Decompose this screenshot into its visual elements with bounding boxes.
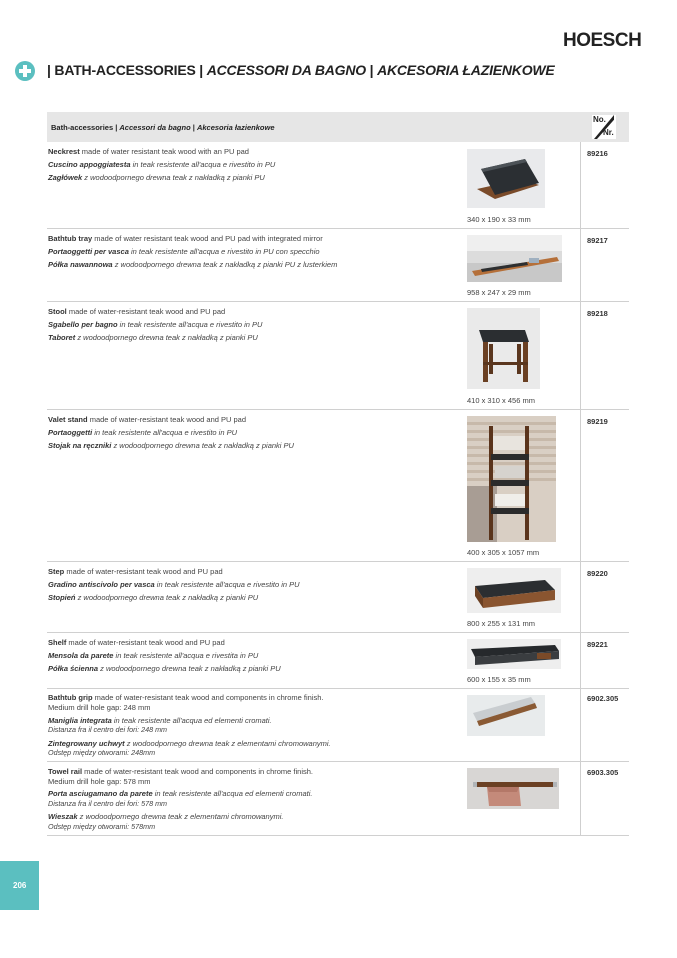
desc-it: Gradino antiscivolo per vasca in teak resistente all'acqua e rivestito in PU bbox=[48, 580, 300, 589]
dimensions: 600 x 155 x 35 mm bbox=[467, 675, 531, 684]
dimensions: 800 x 255 x 131 mm bbox=[467, 619, 535, 628]
extra-it: Distanza fra il centro dei fori: 578 mm bbox=[48, 799, 168, 808]
product-code: 89217 bbox=[587, 236, 608, 245]
extra-pl: Odstęp między otworami: 578mm bbox=[48, 822, 156, 831]
neckrest-image bbox=[467, 149, 545, 208]
desc-pl: Półka ścienna z wodoodpornego drewna teak z nakładką z pianki PU bbox=[48, 664, 281, 673]
table-header bbox=[47, 112, 629, 142]
table-row bbox=[47, 762, 629, 836]
title-it: ACCESSORI DA BAGNO bbox=[206, 62, 366, 78]
product-code: 89216 bbox=[587, 149, 608, 158]
desc-en: Neckrest made of water resistant teak wood with an PU pad bbox=[48, 147, 249, 156]
desc-en: Shelf made of water-resistant teak wood and PU pad bbox=[48, 638, 225, 647]
desc-pl: Zintegrowany uchwyt z wodoodpornego drewna teak z elementami chromowanymi. bbox=[48, 739, 331, 748]
step-image bbox=[467, 568, 561, 613]
desc-it: Porta asciugamano da parete in teak resistente all'acqua ed elementi cromati. bbox=[48, 789, 313, 798]
desc-it: Sgabello per bagno in teak resistente all'acqua e rivestito in PU bbox=[48, 320, 263, 329]
dimensions: 340 x 190 x 33 mm bbox=[467, 215, 531, 224]
dimensions: 958 x 247 x 29 mm bbox=[467, 288, 531, 297]
extra-en: Medium drill hole gap: 248 mm bbox=[48, 703, 151, 712]
table-row bbox=[47, 562, 629, 633]
table-row bbox=[47, 410, 629, 562]
product-code: 89221 bbox=[587, 640, 608, 649]
desc-it: Mensola da parete in teak resistente all'acqua e rivestita in PU bbox=[48, 651, 259, 660]
desc-pl: Wieszak z wodoodpornego drewna teak z elementami chromowanymi. bbox=[48, 812, 284, 821]
title-en: | BATH-ACCESSORIES | bbox=[47, 62, 207, 78]
dimensions: 410 x 310 x 456 mm bbox=[467, 396, 535, 405]
number-column-icon bbox=[592, 115, 616, 139]
table-header-title bbox=[51, 123, 275, 132]
desc-pl: Taboret z wodoodpornego drewna teak z nakładką z pianki PU bbox=[48, 333, 258, 342]
desc-it: Cuscino appoggiatesta in teak resistente all'acqua e rivestito in PU bbox=[48, 160, 276, 169]
dimensions: 400 x 305 x 1057 mm bbox=[467, 548, 540, 557]
no-label: No. bbox=[593, 115, 606, 124]
stool-image bbox=[467, 308, 540, 389]
extra-en: Medium drill hole gap: 578 mm bbox=[48, 777, 151, 786]
page-title bbox=[47, 62, 555, 78]
product-code: 89219 bbox=[587, 417, 608, 426]
bathtub-tray-image bbox=[467, 235, 562, 282]
desc-en: Step made of water-resistant teak wood and PU pad bbox=[48, 567, 223, 576]
desc-en: Stool made of water-resistant teak wood and PU pad bbox=[48, 307, 226, 316]
bathtub-grip-image bbox=[467, 695, 545, 736]
header-it: Accessori da bagno bbox=[119, 123, 191, 132]
extra-it: Distanza fra il centro dei fori: 248 mm bbox=[48, 725, 168, 734]
desc-it: Maniglia integrata in teak resistente all'acqua ed elementi cromati. bbox=[48, 716, 272, 725]
brand-logo: HOESCH bbox=[563, 30, 642, 51]
table-row bbox=[47, 142, 629, 229]
nr-label: Nr. bbox=[603, 128, 614, 137]
product-code: 89220 bbox=[587, 569, 608, 578]
desc-en: Bathtub tray made of water resistant teak wood and PU pad with integrated mirror bbox=[48, 234, 323, 243]
header-sep: | bbox=[190, 123, 197, 132]
desc-pl: Stopień z wodoodpornego drewna teak z nakładką z pianki PU bbox=[48, 593, 259, 602]
table-row bbox=[47, 689, 629, 762]
desc-pl: Stojak na ręczniki z wodoodpornego drewna teak z nakładką z pianki PU bbox=[48, 441, 294, 450]
plus-icon bbox=[15, 61, 35, 81]
product-code: 6902.305 bbox=[587, 694, 619, 703]
desc-en: Towel rail made of water-resistant teak wood and components in chrome finish. bbox=[48, 767, 313, 776]
desc-en: Valet stand made of water-resistant teak wood and PU pad bbox=[48, 415, 247, 424]
desc-it: Portaoggetti per vasca in teak resistente all'acqua e rivestito in PU con specchio bbox=[48, 247, 320, 256]
header-en: Bath-accessories | bbox=[51, 123, 120, 132]
table-row bbox=[47, 302, 629, 410]
extra-pl: Odstęp między otworami: 248mm bbox=[48, 748, 156, 757]
title-pl: AKCESORIA ŁAZIENKOWE bbox=[377, 62, 555, 78]
row-divider bbox=[47, 835, 629, 836]
page-number-badge bbox=[0, 861, 39, 910]
shelf-image bbox=[467, 639, 561, 669]
header-pl: Akcesoria łazienkowe bbox=[196, 123, 275, 132]
towel-rail-image bbox=[467, 768, 559, 809]
desc-pl: Półka nawannowa z wodoodpornego drewna teak z nakładką z pianki PU z lusterkiem bbox=[48, 260, 338, 269]
desc-it: Portaoggetti in teak resistente all'acqua e rivestito in PU bbox=[48, 428, 238, 437]
desc-en: Bathtub grip made of water-resistant teak wood and components in chrome finish. bbox=[48, 693, 324, 702]
table-row bbox=[47, 633, 629, 689]
product-code: 6903.305 bbox=[587, 768, 619, 777]
page-number: 206 bbox=[13, 881, 27, 890]
product-code: 89218 bbox=[587, 309, 608, 318]
desc-pl: Zagłówek z wodoodpornego drewna teak z nakładką z pianki PU bbox=[48, 173, 265, 182]
title-sep: | bbox=[365, 62, 378, 78]
table-row bbox=[47, 229, 629, 302]
valet-stand-image bbox=[467, 416, 556, 542]
